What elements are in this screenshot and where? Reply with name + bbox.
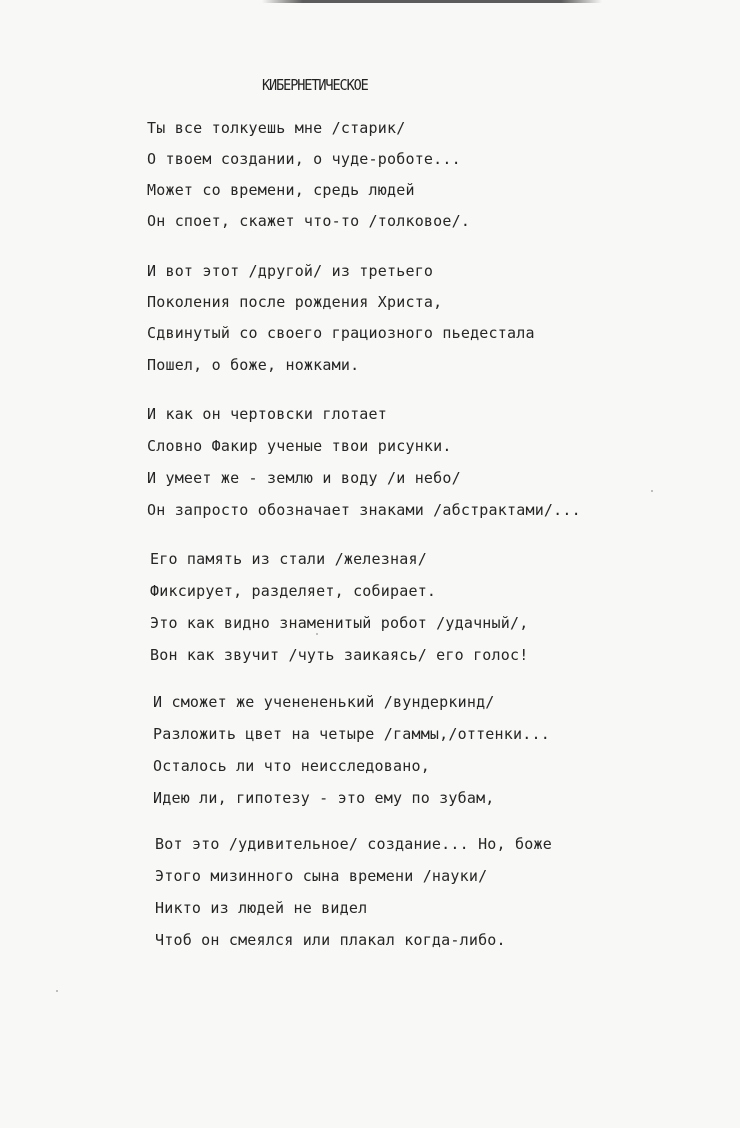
- scan-speck: [56, 990, 58, 992]
- stanza-5-line-1: И сможет же ученененький /вундеркинд/: [153, 693, 495, 711]
- stanza-5-line-3: Осталось ли что неисследовано,: [153, 757, 430, 775]
- stanza-6-line-3: Никто из людей не видел: [155, 899, 368, 917]
- stanza-2-line-2: Поколения после рождения Христа,: [147, 293, 443, 311]
- stanza-2-line-1: И вот этот /другой/ из третьего: [147, 262, 434, 280]
- stanza-4-line-2: Фиксирует, разделяет, собирает.: [150, 582, 437, 600]
- stanza-6-line-4: Чтоб он смеялся или плакал когда-либо.: [155, 931, 506, 949]
- stanza-1-line-4: Он споет, скажет что-то /толковое/.: [147, 212, 471, 230]
- stanza-3-line-4: Он запросто обозначает знаками /абстрактами/...: [147, 501, 581, 519]
- stanza-6-line-2: Этого мизинного сына времени /науки/: [155, 867, 488, 885]
- scan-speck: [651, 490, 653, 492]
- stanza-1-line-1: Ты все толкуешь мне /старик/: [147, 119, 406, 137]
- stanza-6-line-1: Вот это /удивительное/ создание... Но, боже: [155, 835, 552, 853]
- scan-speck: [316, 633, 318, 635]
- stanza-1-line-3: Может со времени, средь людей: [147, 181, 415, 199]
- stanza-5-line-4: Идею ли, гипотезу - это ему по зубам,: [153, 789, 495, 807]
- stanza-2-line-4: Пошел, о боже, ножками.: [147, 356, 360, 374]
- stanza-4-line-4: Вон как звучит /чуть заикаясь/ его голос!: [150, 646, 529, 664]
- stanza-5-line-2: Разложить цвет на четыре /гаммы,/оттенки...: [153, 725, 550, 743]
- stanza-4-line-1: Его память из стали /железная/: [150, 550, 427, 568]
- poem-title: КИБЕРНЕТИЧЕСКОЕ: [262, 76, 368, 94]
- stanza-2-line-3: Сдвинутый со своего грациозного пьедестала: [147, 324, 535, 342]
- stanza-1-line-2: О твоем создании, о чуде-роботе...: [147, 150, 461, 168]
- stanza-4-line-3: Это как видно знаменитый робот /удачный/,: [150, 614, 529, 632]
- stanza-3-line-3: И умеет же - землю и воду /и небо/: [147, 469, 461, 487]
- stanza-3-line-2: Словно Факир ученые твои рисунки.: [147, 437, 452, 455]
- stanza-3-line-1: И как он чертовски глотает: [147, 405, 387, 423]
